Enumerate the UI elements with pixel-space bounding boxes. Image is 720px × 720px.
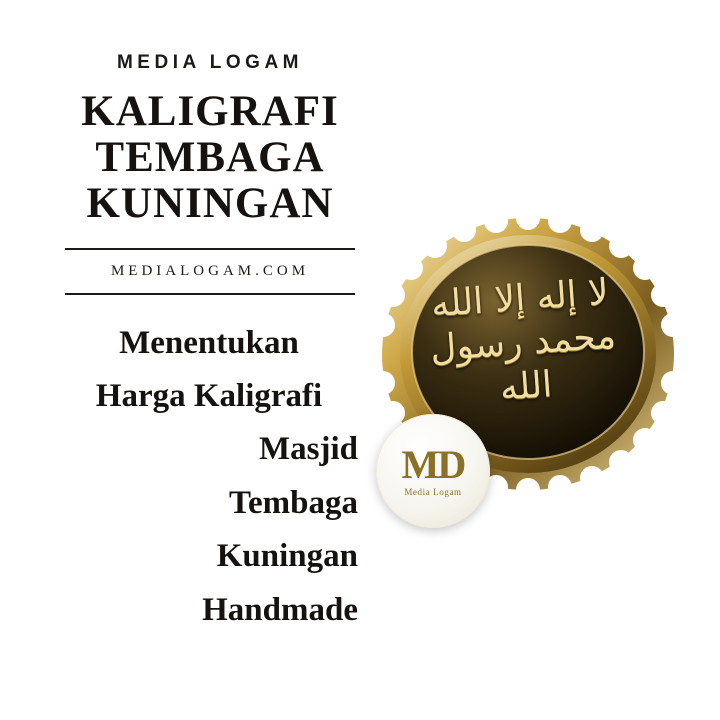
subheadline-line-3: Masjid bbox=[259, 431, 358, 468]
brand-logo-badge bbox=[376, 414, 490, 528]
subheadline-line-2: Harga Kaligrafi bbox=[95, 378, 323, 415]
divider-bottom bbox=[65, 293, 355, 295]
headline-line-2: TEMBAGA bbox=[95, 133, 325, 181]
logo-tagline: Media Logam bbox=[404, 487, 462, 497]
brand-kicker: MEDIA LOGAM bbox=[116, 52, 303, 73]
subheadline bbox=[60, 317, 360, 638]
subheadline-line-6: Handmade bbox=[202, 591, 358, 628]
subheadline-line-5: Kuningan bbox=[216, 538, 358, 575]
page-title bbox=[60, 90, 360, 226]
subheadline-line-1: Menentukan bbox=[119, 324, 299, 361]
text-column bbox=[60, 40, 360, 637]
website-domain: MEDIALOGAM.COM bbox=[110, 262, 310, 279]
headline-line-3: KUNINGAN bbox=[86, 179, 334, 227]
logo-monogram: MD bbox=[401, 442, 465, 487]
arabic-calligraphy-text: لا إله إلا الله محمد رسول الله bbox=[428, 272, 618, 409]
headline-line-1: KALIGRAFI bbox=[81, 88, 339, 135]
subheadline-line-4: Tembaga bbox=[229, 484, 358, 521]
